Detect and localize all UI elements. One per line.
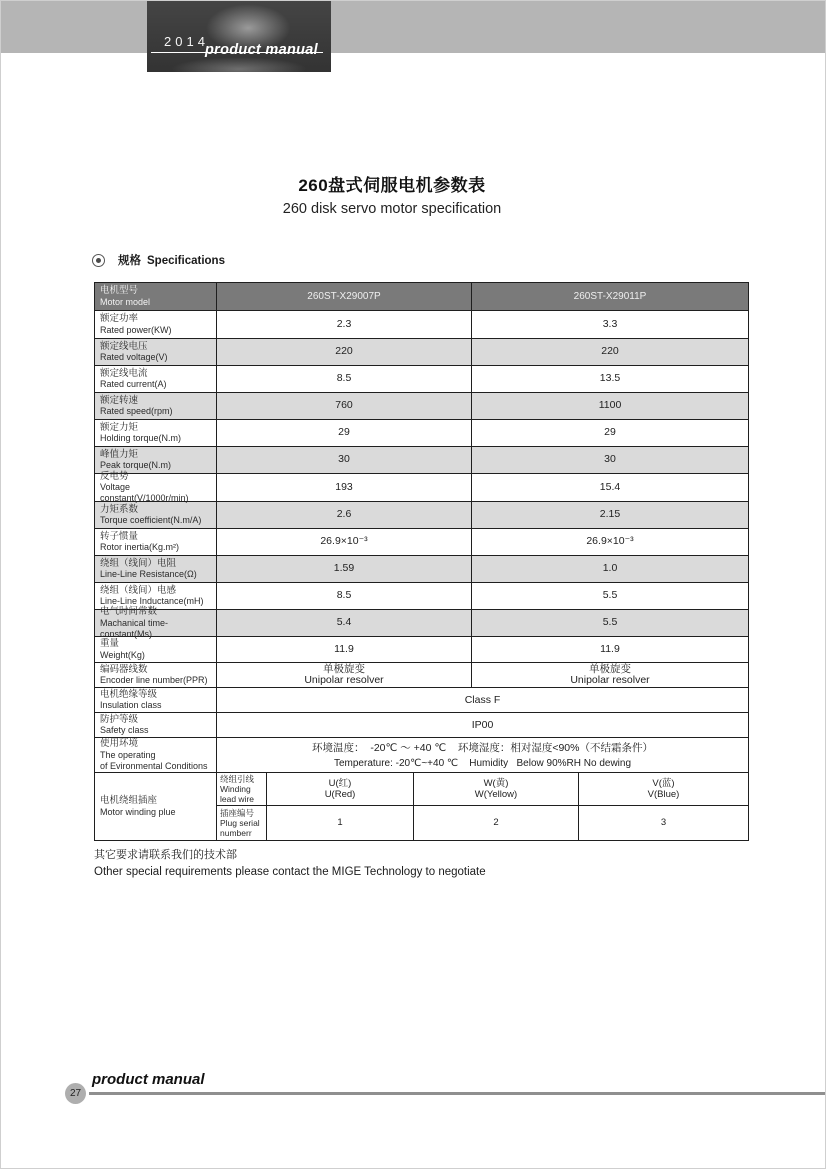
row-value-2: 3.3 <box>602 317 618 330</box>
page-number-badge: 27 <box>65 1083 86 1104</box>
banner-brand: product manual <box>205 42 318 58</box>
winding-sub-en-2: numberr <box>220 828 252 838</box>
row-value-2: 220 <box>601 345 619 358</box>
row-value-1: 2.6 <box>217 502 472 528</box>
row-label-cn: 重量 <box>100 638 120 650</box>
header-label-en: Motor model <box>100 296 151 307</box>
environment-line-en: Temperature: -20℃~+40 ℃ Humidity Below 90%RH No dewing <box>333 757 632 769</box>
section-label <box>118 252 225 268</box>
banner-year: 2014 <box>164 34 209 49</box>
row-value-1: 220 <box>217 339 472 365</box>
row-label-en: Rotor inertia(Kg.m²) <box>100 542 180 553</box>
row-value-1: 26.9×10⁻³ <box>217 529 472 555</box>
row-label-cn: 额定线电压 <box>100 340 148 352</box>
table-row-rotor-inertia <box>95 529 748 556</box>
winding-subtable <box>217 773 748 840</box>
header-model-2: 260ST-X29011P <box>573 290 647 302</box>
winding-sub-en-1: Winding <box>220 784 251 794</box>
header-label-cn: 电机型号 <box>100 285 139 297</box>
row-label-en: Rated power(KW) <box>100 324 172 335</box>
row-label-cn: 峰值力矩 <box>100 448 139 460</box>
row-value-2: 30 <box>604 453 616 466</box>
table-row-insulation <box>95 688 748 713</box>
winding-lead-v: V(蓝) V(Blue) <box>647 777 680 800</box>
brand-banner-image <box>147 1 331 72</box>
row-label-en: Insulation class <box>100 700 162 711</box>
table-row-winding <box>95 773 748 840</box>
encoder-value-1-en: Unipolar resolver <box>304 674 384 686</box>
spec-table <box>94 282 749 841</box>
winding-sub-cn: 绕组引线 <box>220 774 255 784</box>
row-value-2: 1100 <box>598 399 622 412</box>
table-row-holding-torque <box>95 420 748 447</box>
table-row-safety <box>95 713 748 738</box>
row-label-cn: 电气时间常数 <box>100 606 158 618</box>
row-value-2: 15.4 <box>599 480 621 493</box>
row-value-1: 29 <box>217 420 472 446</box>
page-title-en: 260 disk servo motor specification <box>282 201 502 217</box>
row-label-cn: 防护等级 <box>100 713 139 725</box>
winding-lead-w: W(黄) W(Yellow) <box>414 773 579 805</box>
row-label-cn: 绕组（线间）电感 <box>100 584 177 596</box>
row-label-cn: 电机绕组插座 <box>100 795 158 807</box>
row-value-1: 5.4 <box>217 610 472 636</box>
row-label-en: Safety class <box>100 725 149 736</box>
environment-value <box>217 738 748 772</box>
table-row-line-resistance <box>95 556 748 583</box>
radio-bullet-icon <box>92 254 105 267</box>
table-row-encoder <box>95 663 748 688</box>
row-label-cn: 额定力矩 <box>100 421 139 433</box>
safety-value: IP00 <box>471 719 494 731</box>
row-label-cn: 力矩系数 <box>100 503 139 515</box>
row-label-cn: 电机绝缘等级 <box>100 688 158 700</box>
table-row-rated-power <box>95 311 748 339</box>
encoder-value-2 <box>472 663 748 687</box>
specifications-heading <box>92 252 225 268</box>
encoder-value-2-cn: 单极旋变 <box>589 662 631 675</box>
table-row-weight <box>95 637 748 663</box>
row-label-en: Holding torque(N.m) <box>100 433 182 444</box>
row-label-en: Peak torque(N.m) <box>100 460 172 471</box>
contact-note <box>94 846 486 878</box>
winding-lead-wire-row <box>217 773 748 806</box>
row-label-en: Line-Line Resistance(Ω) <box>100 569 197 580</box>
row-value-2: 13.5 <box>599 372 621 385</box>
row-value-2: 26.9×10⁻³ <box>586 535 634 548</box>
row-label-en: Machanical time-constant(Ms) <box>100 617 169 639</box>
top-gray-bar <box>1 1 825 53</box>
row-label-cn: 反电势 <box>100 470 129 482</box>
row-value-1: 2.3 <box>217 311 472 338</box>
table-row-rated-speed <box>95 393 748 420</box>
winding-lead-u: U(红) U(Red) <box>267 773 414 805</box>
table-row-time-constant <box>95 606 748 639</box>
winding-sub-en-2: lead wire <box>220 794 255 804</box>
row-label-en: Weight(Kg) <box>100 649 145 660</box>
plug-number-2: 2 <box>414 806 579 840</box>
row-value-2: 2.15 <box>599 508 621 521</box>
winding-sub-en-1: Plug serial <box>220 818 260 828</box>
row-label-en-1: The operating <box>100 749 156 760</box>
row-value-1: 760 <box>217 393 472 419</box>
table-row-voltage-constant <box>95 470 748 504</box>
row-value-2: 29 <box>604 426 616 439</box>
insulation-value: Class F <box>464 694 501 706</box>
row-value-1: 8.5 <box>217 366 472 392</box>
page-title-cn: 260盘式伺服电机参数表 <box>298 176 486 195</box>
environment-line-cn: 环境温度： -20℃ ～ +40 ℃ 环境湿度：相对湿度<90%（不结霜条件） <box>312 741 653 754</box>
table-row-environment <box>95 738 748 773</box>
table-row-torque-coefficient <box>95 502 748 529</box>
row-label-cn: 绕组（线间）电阻 <box>100 557 177 569</box>
winding-sub-label <box>217 806 267 840</box>
table-row-rated-current <box>95 366 748 393</box>
row-label-cn: 额定线电流 <box>100 367 148 379</box>
table-header-row <box>95 283 748 311</box>
table-row-rated-voltage <box>95 339 748 366</box>
row-label-en: Rated speed(rpm) <box>100 406 173 417</box>
encoder-value-1 <box>217 663 472 687</box>
row-label-cn: 编码器线数 <box>100 663 148 675</box>
row-value-2: 11.9 <box>600 642 620 655</box>
row-label-cn: 额定功率 <box>100 313 139 325</box>
row-label-cn: 额定转速 <box>100 394 139 406</box>
footer-brand: product manual <box>92 1071 205 1088</box>
row-value-1: 11.9 <box>217 637 472 662</box>
row-label-en: Encoder line number(PPR) <box>100 675 208 686</box>
row-label-en: Voltage constant(V/1000r/min) <box>100 482 189 504</box>
encoder-value-1-cn: 单极旋变 <box>323 662 365 675</box>
row-label-en: Rated current(A) <box>100 379 167 390</box>
section-label-cn: 规格 <box>118 255 141 267</box>
title-block <box>1 171 783 217</box>
row-label-en: Motor winding plue <box>100 806 176 817</box>
plug-number-1: 1 <box>267 806 414 840</box>
row-value-1: 1.59 <box>217 556 472 582</box>
row-value-2: 1.0 <box>602 562 618 575</box>
footer-rule <box>89 1092 825 1095</box>
row-value-1: 8.5 <box>217 583 472 609</box>
contact-note-en: Other special requirements please contact the MIGE Technology to negotiate <box>94 866 486 878</box>
row-label-cn: 使用环境 <box>100 738 139 750</box>
winding-plug-serial-row <box>217 806 748 840</box>
row-value-2: 5.5 <box>602 616 618 629</box>
row-label-cn: 转子惯量 <box>100 530 139 542</box>
row-label-en: Line-Line Inductance(mH) <box>100 596 204 607</box>
row-label-en: Rated voltage(V) <box>100 352 168 363</box>
row-label-en: Torque coefficient(N.m/A) <box>100 515 202 526</box>
contact-note-cn: 其它要求请联系我们的技术部 <box>94 849 237 861</box>
row-value-1: 193 <box>217 474 472 501</box>
winding-sub-label <box>217 773 267 805</box>
row-value-1: 30 <box>217 447 472 473</box>
encoder-value-2-en: Unipolar resolver <box>570 674 650 686</box>
row-label-en-2: of Evironmental Conditions <box>100 760 208 771</box>
header-model-1: 260ST-X29007P <box>217 283 472 310</box>
header-label-cell <box>95 283 217 310</box>
winding-sub-cn: 插座编号 <box>220 808 255 818</box>
section-label-en: Specifications <box>147 255 225 267</box>
plug-number-3: 3 <box>660 817 667 829</box>
row-value-2: 5.5 <box>602 589 618 602</box>
